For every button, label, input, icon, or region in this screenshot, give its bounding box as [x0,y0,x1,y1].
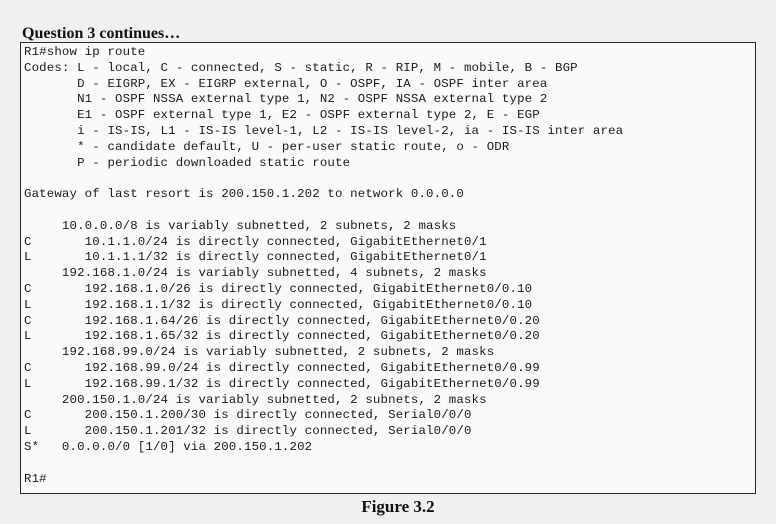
terminal-line: E1 - OSPF external type 1, E2 - OSPF external type 2, E - EGP [24,108,540,123]
terminal-line [24,171,755,187]
terminal-line: S* 0.0.0.0/0 [1/0] via 200.150.1.202 [24,439,313,454]
terminal-line: L 192.168.1.1/32 is directly connected, GigabitEthernet0/0.10 [24,297,533,312]
terminal-line [24,203,755,219]
question-heading: Question 3 continues… [22,25,181,42]
terminal-line: 10.0.0.0/8 is variably subnetted, 2 subnets, 2 masks [24,218,457,233]
terminal-line [24,456,755,472]
terminal-line: C 200.150.1.200/30 is directly connected, Serial0/0/0 [24,408,472,423]
terminal-line: 200.150.1.0/24 is variably subnetted, 2 subnets, 2 masks [24,392,487,407]
terminal-line: C 192.168.1.64/26 is directly connected, GigabitEthernet0/0.20 [24,313,540,328]
terminal-line: Codes: L - local, C - connected, S - static, R - RIP, M - mobile, B - BGP [24,60,578,75]
figure-caption: Figure 3.2 [361,497,435,516]
terminal-line: R1#show ip route [24,45,146,59]
terminal-line: i - IS-IS, L1 - IS-IS level-1, L2 - IS-IS level-2, ia - IS-IS inter area [24,123,624,138]
terminal-output [20,42,756,494]
terminal-line: C 192.168.99.0/24 is directly connected, GigabitEthernet0/0.99 [24,360,540,375]
terminal-line: Gateway of last resort is 200.150.1.202 to network 0.0.0.0 [24,187,464,202]
terminal-line: L 200.150.1.201/32 is directly connected, Serial0/0/0 [24,424,472,439]
terminal-line: D - EIGRP, EX - EIGRP external, O - OSPF, IA - OSPF inter area [24,76,548,91]
terminal-line: C 192.168.1.0/26 is directly connected, GigabitEthernet0/0.10 [24,281,533,296]
terminal-line: L 192.168.99.1/32 is directly connected, GigabitEthernet0/0.99 [24,376,540,391]
terminal-line: L 192.168.1.65/32 is directly connected, GigabitEthernet0/0.20 [24,329,540,344]
terminal-line: C 10.1.1.0/24 is directly connected, GigabitEthernet0/1 [24,234,487,249]
terminal-line: N1 - OSPF NSSA external type 1, N2 - OSPF NSSA external type 2 [24,92,548,107]
terminal-line: 192.168.1.0/24 is variably subnetted, 4 subnets, 2 masks [24,266,487,281]
terminal-line: L 10.1.1.1/32 is directly connected, GigabitEthernet0/1 [24,250,487,265]
terminal-line: * - candidate default, U - per-user static route, o - ODR [24,139,510,154]
terminal-text [24,45,755,487]
terminal-line: R1# [24,471,47,486]
terminal-line: P - periodic downloaded static route [24,155,351,170]
terminal-line: 192.168.99.0/24 is variably subnetted, 2 subnets, 2 masks [24,345,495,360]
